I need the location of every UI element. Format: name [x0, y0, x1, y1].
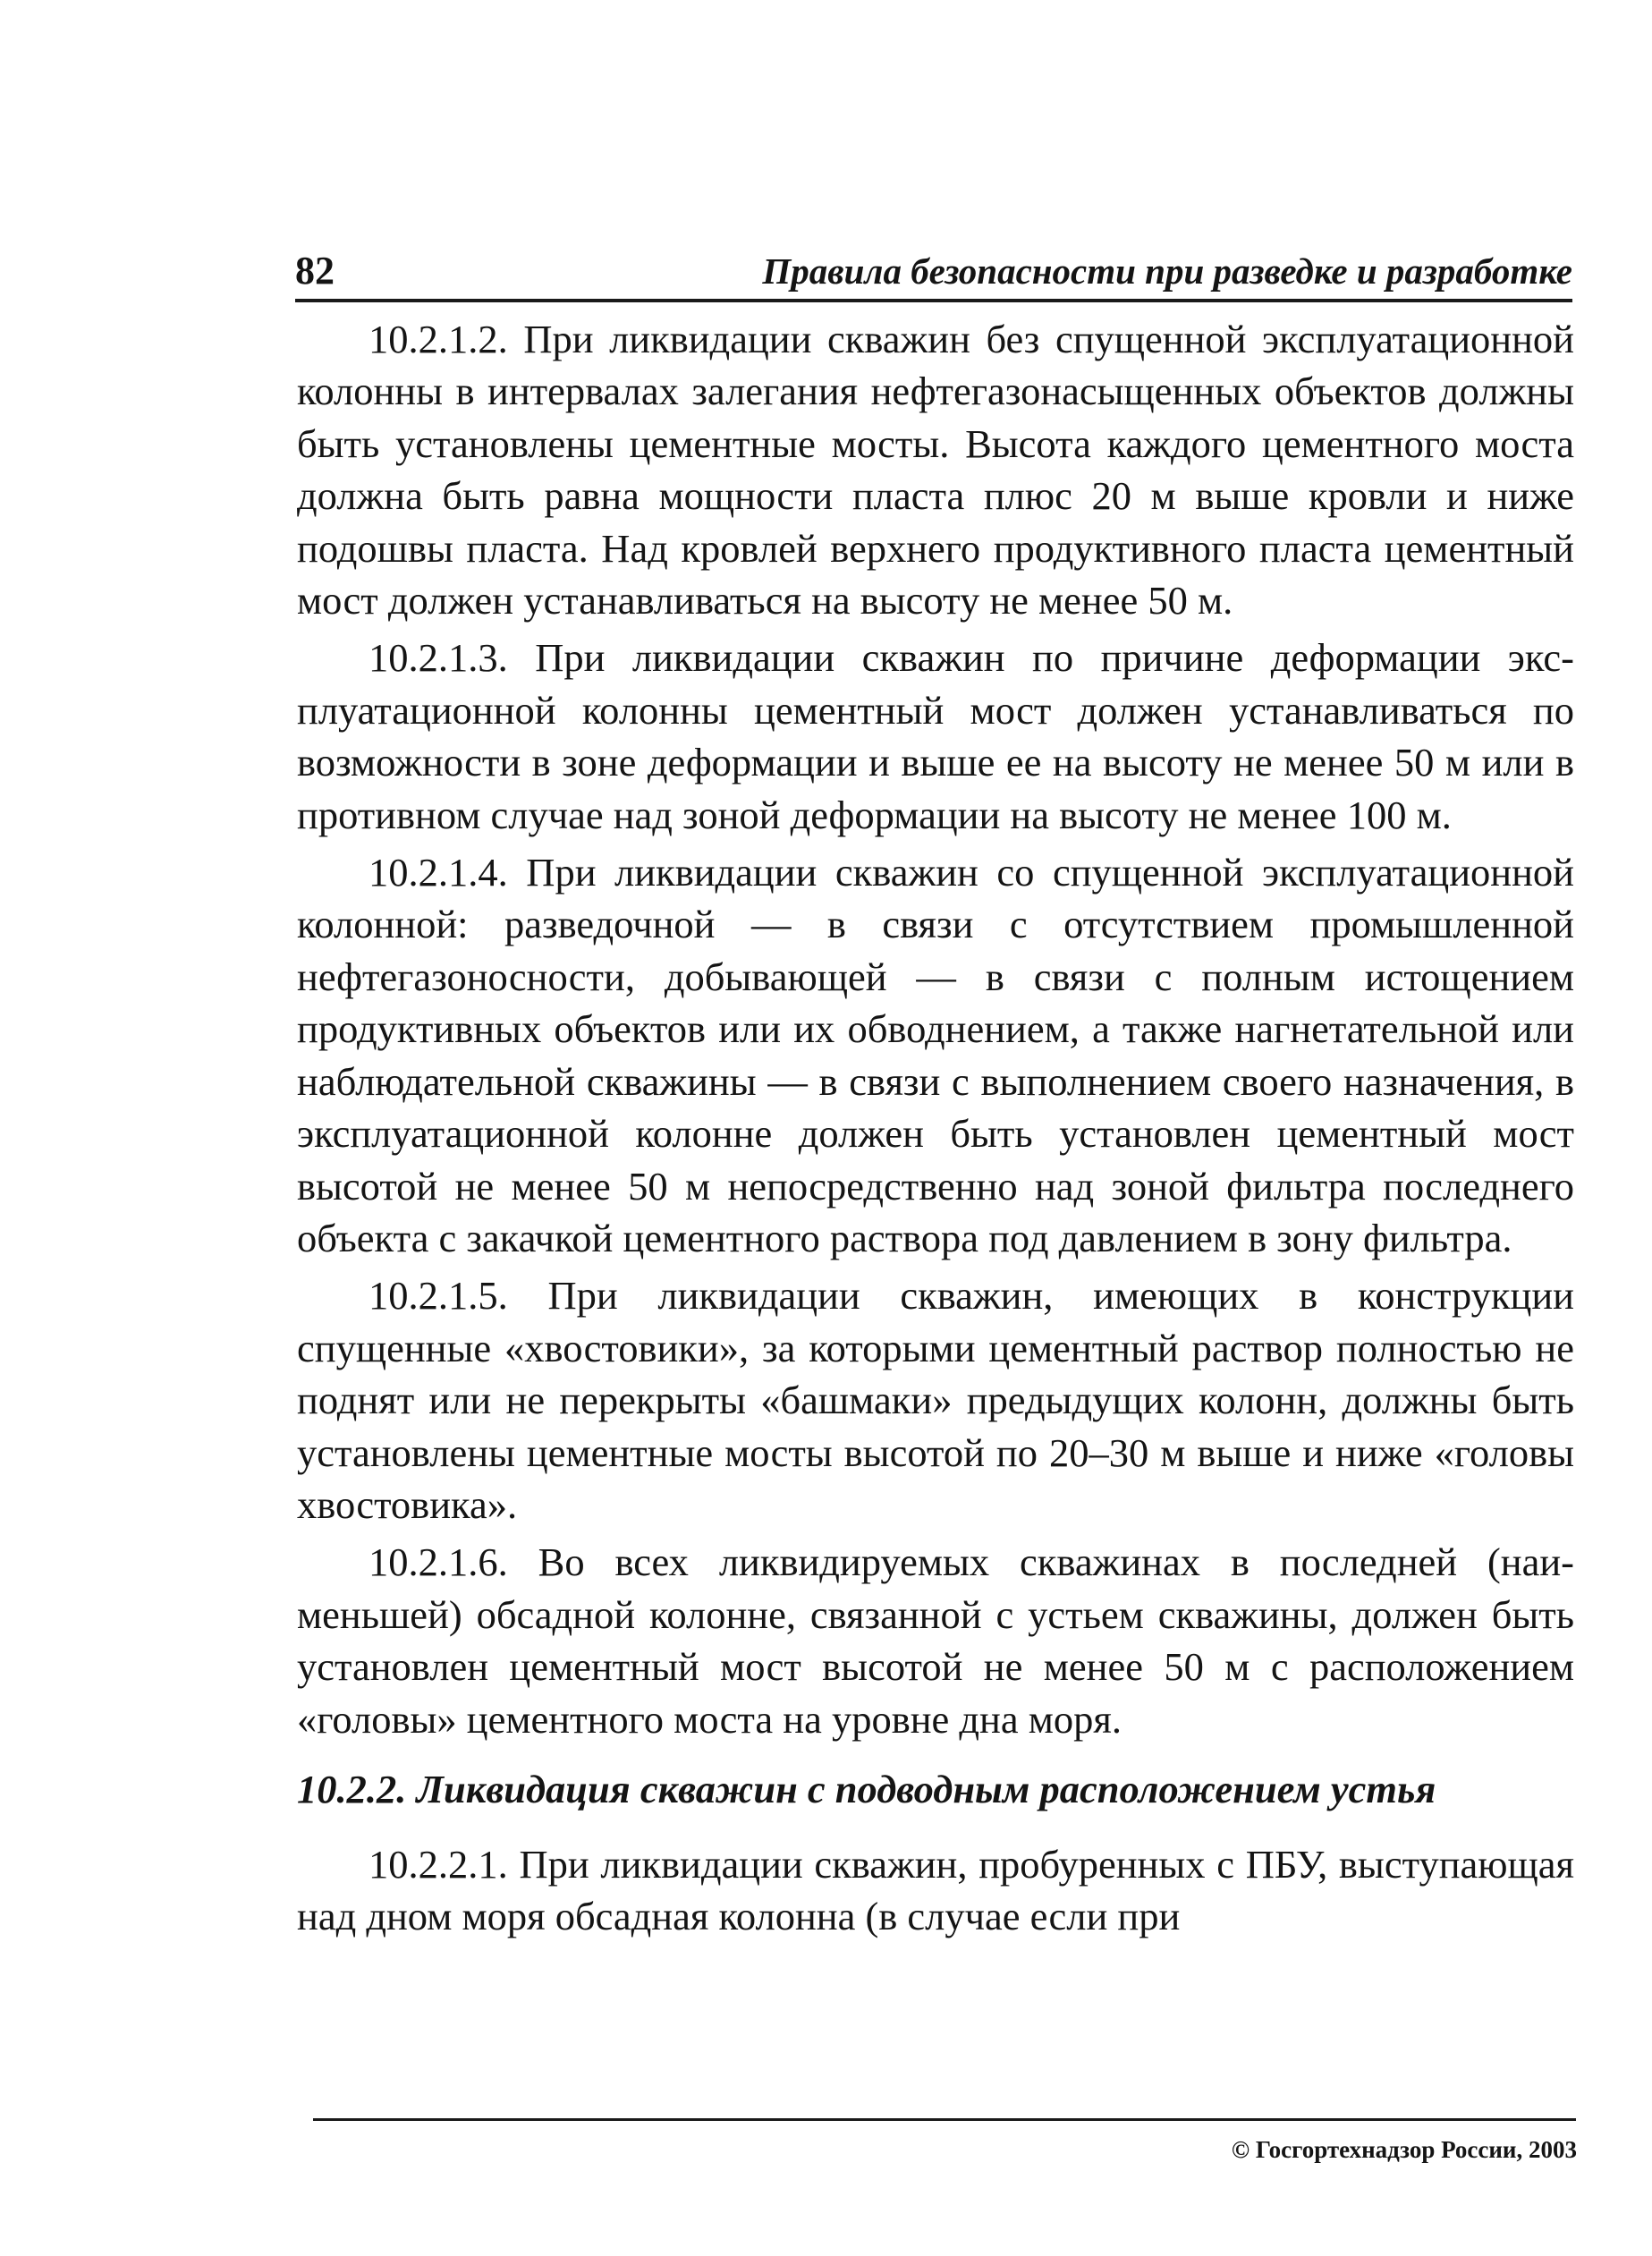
paragraph-10-2-1-2: 10.2.1.2. При ликвидации скважин без спущенной эксплуатационной колонны в интервалах залегания нефтегазонасыщенных объектов должны быть установлены цементные мосты. Высота каждого цементного моста должна быть равна мощности пласта плюс 20 м выше кровли и ниже подошвы пласта. Над кровлей верхнего продуктивного пласта цементный мост должен устанавливаться на высоту не менее 50 м. — [297, 317, 1574, 623]
paragraph-10-2-1-5: 10.2.1.5. При ликвидации скважин, имеющих в конструкции спущенные «хвостовики», за которыми цементный раствор полностью не поднят или не перекрыты «башмаки» предыдущих колонн, должны быть установлены цементные мосты высотой по 20–30 м выше и ниже «головы хвостовика». — [297, 1273, 1574, 1527]
section-subheading: 10.2.2. Ликвидация скважин с подводным расположением устья — [297, 1766, 1436, 1811]
page-number: 82 — [295, 249, 335, 293]
copyright-notice: © Госгортехнадзор России, 2003 — [1231, 2136, 1577, 2163]
paragraph-10-2-1-4: 10.2.1.4. При ликвидации скважин со спущенной эксплуатационной колонной: разведочной — в связи с отсутствием промышленной нефтегазоносности, добывающей — в связи с полным истощением продуктивных объектов или их обводнением, а также нагнетательной или наблюдательной скважины — в связи с выполнением своего назначения, в эксплуатационной колонне должен быть установлен цементный мост высотой не менее 50 м непосредственно над зоной фильтра последнего объекта с закачкой цементного раствора под давлением в зону фильтра. — [297, 850, 1574, 1260]
page-body — [297, 313, 1574, 1948]
paragraph-10-2-1-6: 10.2.1.6. Во всех ликвидируемых скважинах в последней (наименьшей) обсадной колонне, связанной с устьем скважины, должен быть установлен цементный мост высотой не менее 50 м с расположением «головы» цементного моста на уровне дна моря. — [297, 1539, 1574, 1742]
paragraph-10-2-2-1: 10.2.2.1. При ликвидации скважин, пробуренных с ПБУ, выступающая над дном моря обсадная колонна (в случае если при — [297, 1841, 1574, 1939]
running-title: Правила безопасности при разведке и разработке — [762, 250, 1572, 292]
page-header — [295, 240, 1572, 302]
footer-divider — [313, 2118, 1576, 2121]
paragraph-10-2-1-3: 10.2.1.3. При ликвидации скважин по причине деформации эксплуатационной колонны цементный мост должен устанавливаться по возможности в зоне деформации и выше ее на высоту не менее 50 м или в противном случае над зоной деформации на высоту не менее 100 м. — [297, 635, 1574, 837]
